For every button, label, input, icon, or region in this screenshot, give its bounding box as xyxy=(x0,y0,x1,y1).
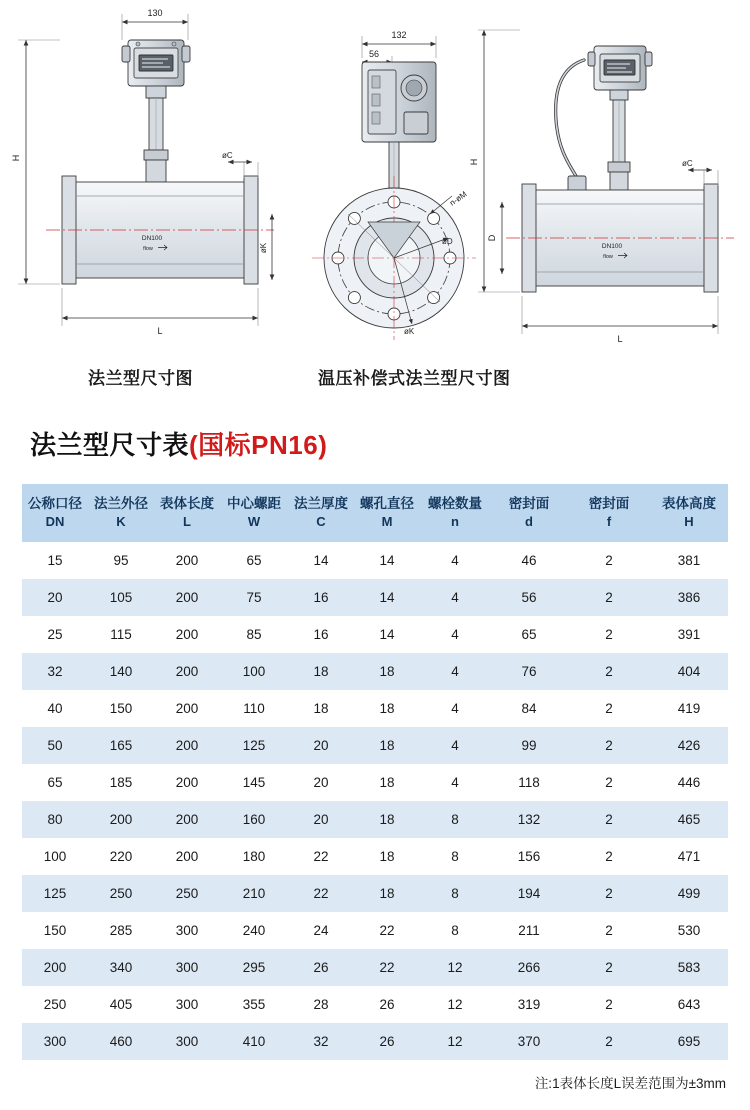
svg-text:øC: øC xyxy=(222,151,233,160)
table-cell-d: 56 xyxy=(490,579,568,616)
table-cell-c: 20 xyxy=(288,764,354,801)
svg-text:L: L xyxy=(157,326,163,336)
table-cell-m: 22 xyxy=(354,912,420,949)
col-header-n-name: 螺栓数量 xyxy=(428,496,482,512)
page-title-main: 法兰型尺寸表 xyxy=(30,430,190,460)
table-cell-l: 300 xyxy=(154,949,220,986)
table-cell-w: 65 xyxy=(220,542,288,579)
table-body xyxy=(22,542,728,1060)
table-cell-f: 2 xyxy=(568,542,650,579)
table-row xyxy=(22,727,728,764)
table-cell-c: 26 xyxy=(288,949,354,986)
table-cell-m: 18 xyxy=(354,727,420,764)
table-cell-k: 150 xyxy=(88,690,154,727)
table-cell-h: 583 xyxy=(650,949,728,986)
col-header-l xyxy=(154,484,220,542)
caption-temp-pressure-compensated-drawing: 温压补偿式法兰型尺寸图 xyxy=(318,369,511,388)
table-cell-w: 240 xyxy=(220,912,288,949)
table-cell-m: 18 xyxy=(354,690,420,727)
table-cell-f: 2 xyxy=(568,912,650,949)
svg-text:132: 132 xyxy=(391,30,407,40)
table-cell-h: 465 xyxy=(650,801,728,838)
table-cell-d: 46 xyxy=(490,542,568,579)
table-cell-f: 2 xyxy=(568,949,650,986)
table-cell-d: 99 xyxy=(490,727,568,764)
table-cell-w: 180 xyxy=(220,838,288,875)
table-cell-d: 84 xyxy=(490,690,568,727)
table-cell-c: 22 xyxy=(288,838,354,875)
table-row xyxy=(22,616,728,653)
table-cell-l: 200 xyxy=(154,764,220,801)
table-cell-m: 18 xyxy=(354,838,420,875)
table-cell-l: 200 xyxy=(154,653,220,690)
svg-text:øD: øD xyxy=(442,237,453,246)
table-cell-c: 28 xyxy=(288,986,354,1023)
table-cell-n: 12 xyxy=(420,949,490,986)
table-cell-f: 2 xyxy=(568,579,650,616)
table-cell-d: 266 xyxy=(490,949,568,986)
table-cell-d: 118 xyxy=(490,764,568,801)
col-header-c-symbol: C xyxy=(316,514,326,530)
col-header-dn-symbol: DN xyxy=(45,514,65,530)
table-cell-f: 2 xyxy=(568,875,650,912)
col-header-c xyxy=(288,484,354,542)
svg-text:H: H xyxy=(11,154,21,162)
col-header-n xyxy=(420,484,490,542)
col-header-f-symbol: f xyxy=(606,514,612,530)
table-cell-f: 2 xyxy=(568,1023,650,1060)
table-cell-w: 100 xyxy=(220,653,288,690)
table-cell-k: 250 xyxy=(88,875,154,912)
table-cell-k: 200 xyxy=(88,801,154,838)
table-cell-h: 643 xyxy=(650,986,728,1023)
table-cell-d: 76 xyxy=(490,653,568,690)
right-drawing xyxy=(469,30,734,344)
left-drawing xyxy=(11,8,274,336)
table-cell-k: 165 xyxy=(88,727,154,764)
table-cell-h: 419 xyxy=(650,690,728,727)
page-title xyxy=(30,425,327,462)
svg-text:n-øM: n-øM xyxy=(447,189,469,208)
dimension-drawings-area xyxy=(0,0,750,400)
table-cell-f: 2 xyxy=(568,653,650,690)
table-row xyxy=(22,949,728,986)
spec-table-container xyxy=(22,484,728,1060)
col-header-f xyxy=(568,484,650,542)
table-cell-d: 370 xyxy=(490,1023,568,1060)
table-cell-d: 156 xyxy=(490,838,568,875)
table-cell-n: 12 xyxy=(420,986,490,1023)
table-cell-n: 4 xyxy=(420,653,490,690)
table-cell-dn: 32 xyxy=(22,653,88,690)
table-cell-dn: 250 xyxy=(22,986,88,1023)
table-cell-d: 319 xyxy=(490,986,568,1023)
table-cell-dn: 300 xyxy=(22,1023,88,1060)
table-cell-f: 2 xyxy=(568,986,650,1023)
table-cell-h: 530 xyxy=(650,912,728,949)
svg-text:L: L xyxy=(617,334,623,344)
table-cell-h: 695 xyxy=(650,1023,728,1060)
table-cell-h: 471 xyxy=(650,838,728,875)
col-header-h xyxy=(650,484,728,542)
table-cell-m: 26 xyxy=(354,1023,420,1060)
col-header-w-symbol: W xyxy=(247,514,261,530)
table-cell-c: 14 xyxy=(288,542,354,579)
col-header-l-name: 表体长度 xyxy=(160,496,214,512)
col-header-k-name: 法兰外径 xyxy=(94,496,148,512)
col-header-w-name: 中心螺距 xyxy=(227,496,281,512)
col-header-h-symbol: H xyxy=(684,514,694,530)
table-cell-k: 115 xyxy=(88,616,154,653)
table-cell-c: 18 xyxy=(288,653,354,690)
table-cell-l: 200 xyxy=(154,579,220,616)
table-cell-dn: 40 xyxy=(22,690,88,727)
table-row xyxy=(22,986,728,1023)
table-row xyxy=(22,542,728,579)
col-header-d-name: 密封面 xyxy=(508,496,550,512)
table-cell-n: 4 xyxy=(420,616,490,653)
table-cell-dn: 125 xyxy=(22,875,88,912)
table-cell-l: 300 xyxy=(154,912,220,949)
table-cell-l: 250 xyxy=(154,875,220,912)
table-cell-k: 105 xyxy=(88,579,154,616)
table-cell-m: 18 xyxy=(354,875,420,912)
table-cell-k: 405 xyxy=(88,986,154,1023)
table-row xyxy=(22,579,728,616)
svg-text:DN100: DN100 xyxy=(601,243,623,250)
table-cell-n: 4 xyxy=(420,727,490,764)
table-cell-k: 340 xyxy=(88,949,154,986)
table-cell-w: 410 xyxy=(220,1023,288,1060)
middle-drawing xyxy=(312,30,476,340)
table-cell-w: 110 xyxy=(220,690,288,727)
table-cell-n: 12 xyxy=(420,1023,490,1060)
col-header-f-name: 密封面 xyxy=(588,496,630,512)
table-cell-k: 140 xyxy=(88,653,154,690)
flange-dimension-table xyxy=(22,484,728,1060)
table-cell-l: 300 xyxy=(154,986,220,1023)
table-cell-l: 200 xyxy=(154,727,220,764)
caption-flange-dimension-drawing: 法兰型尺寸图 xyxy=(88,369,193,388)
table-cell-h: 446 xyxy=(650,764,728,801)
table-cell-d: 132 xyxy=(490,801,568,838)
table-cell-n: 4 xyxy=(420,690,490,727)
table-cell-k: 285 xyxy=(88,912,154,949)
col-header-c-name: 法兰厚度 xyxy=(294,496,348,512)
table-cell-h: 386 xyxy=(650,579,728,616)
svg-text:DN100: DN100 xyxy=(141,235,163,242)
svg-text:H: H xyxy=(469,158,479,166)
table-cell-n: 4 xyxy=(420,764,490,801)
table-cell-f: 2 xyxy=(568,764,650,801)
table-cell-dn: 25 xyxy=(22,616,88,653)
table-cell-n: 8 xyxy=(420,875,490,912)
col-header-h-name: 表体高度 xyxy=(662,496,716,512)
col-header-dn xyxy=(22,484,88,542)
table-cell-dn: 20 xyxy=(22,579,88,616)
table-cell-k: 460 xyxy=(88,1023,154,1060)
table-cell-m: 18 xyxy=(354,764,420,801)
table-cell-c: 20 xyxy=(288,801,354,838)
table-row xyxy=(22,690,728,727)
table-cell-k: 95 xyxy=(88,542,154,579)
table-cell-f: 2 xyxy=(568,616,650,653)
table-cell-c: 16 xyxy=(288,616,354,653)
table-cell-l: 200 xyxy=(154,838,220,875)
table-cell-h: 426 xyxy=(650,727,728,764)
table-cell-d: 211 xyxy=(490,912,568,949)
table-row xyxy=(22,764,728,801)
table-cell-w: 355 xyxy=(220,986,288,1023)
table-cell-f: 2 xyxy=(568,690,650,727)
table-row xyxy=(22,838,728,875)
table-cell-n: 4 xyxy=(420,542,490,579)
table-cell-n: 4 xyxy=(420,579,490,616)
table-cell-h: 391 xyxy=(650,616,728,653)
table-cell-m: 22 xyxy=(354,949,420,986)
table-cell-m: 18 xyxy=(354,801,420,838)
table-cell-w: 160 xyxy=(220,801,288,838)
table-cell-h: 499 xyxy=(650,875,728,912)
table-cell-c: 20 xyxy=(288,727,354,764)
svg-text:130: 130 xyxy=(147,8,163,18)
table-row xyxy=(22,875,728,912)
col-header-k xyxy=(88,484,154,542)
table-cell-d: 65 xyxy=(490,616,568,653)
table-cell-w: 210 xyxy=(220,875,288,912)
table-cell-w: 295 xyxy=(220,949,288,986)
col-header-m-symbol: M xyxy=(381,514,393,530)
table-cell-l: 200 xyxy=(154,801,220,838)
svg-text:øC: øC xyxy=(682,159,693,168)
svg-text:D: D xyxy=(487,234,497,242)
table-cell-w: 75 xyxy=(220,579,288,616)
table-cell-f: 2 xyxy=(568,838,650,875)
drawings-svg xyxy=(0,0,750,400)
table-cell-c: 16 xyxy=(288,579,354,616)
table-cell-h: 381 xyxy=(650,542,728,579)
table-cell-l: 200 xyxy=(154,690,220,727)
col-header-d-symbol: d xyxy=(525,514,533,530)
table-cell-m: 18 xyxy=(354,653,420,690)
col-header-m-name: 螺孔直径 xyxy=(360,496,414,512)
table-cell-l: 200 xyxy=(154,616,220,653)
table-cell-c: 22 xyxy=(288,875,354,912)
table-cell-h: 404 xyxy=(650,653,728,690)
svg-text:flow: flow xyxy=(603,254,613,260)
table-cell-m: 14 xyxy=(354,616,420,653)
table-cell-dn: 15 xyxy=(22,542,88,579)
table-cell-k: 220 xyxy=(88,838,154,875)
table-cell-c: 32 xyxy=(288,1023,354,1060)
table-row xyxy=(22,1023,728,1060)
col-header-w xyxy=(220,484,288,542)
svg-text:56: 56 xyxy=(368,49,380,59)
table-cell-k: 185 xyxy=(88,764,154,801)
table-cell-n: 8 xyxy=(420,838,490,875)
table-header-row xyxy=(22,484,728,542)
table-cell-n: 8 xyxy=(420,912,490,949)
table-cell-dn: 150 xyxy=(22,912,88,949)
col-header-m xyxy=(354,484,420,542)
col-header-d xyxy=(490,484,568,542)
table-cell-w: 145 xyxy=(220,764,288,801)
table-cell-dn: 200 xyxy=(22,949,88,986)
table-cell-n: 8 xyxy=(420,801,490,838)
table-cell-c: 24 xyxy=(288,912,354,949)
table-cell-dn: 80 xyxy=(22,801,88,838)
col-header-dn-name: 公称口径 xyxy=(28,496,82,512)
table-cell-dn: 50 xyxy=(22,727,88,764)
table-cell-d: 194 xyxy=(490,875,568,912)
table-row xyxy=(22,801,728,838)
table-cell-l: 300 xyxy=(154,1023,220,1060)
drawing-captions xyxy=(0,364,750,396)
svg-text:øK: øK xyxy=(259,242,268,254)
table-cell-l: 200 xyxy=(154,542,220,579)
table-cell-m: 14 xyxy=(354,542,420,579)
col-header-k-symbol: K xyxy=(116,514,126,530)
page-title-standard: (国标PN16) xyxy=(189,430,328,460)
table-cell-m: 14 xyxy=(354,579,420,616)
table-cell-dn: 65 xyxy=(22,764,88,801)
table-cell-w: 125 xyxy=(220,727,288,764)
col-header-l-symbol: L xyxy=(183,514,191,530)
table-row xyxy=(22,912,728,949)
table-cell-w: 85 xyxy=(220,616,288,653)
svg-text:øK: øK xyxy=(404,327,415,336)
table-cell-dn: 100 xyxy=(22,838,88,875)
table-footnote: 注:1表体长度L误差范围为±3mm xyxy=(534,1076,726,1091)
table-cell-f: 2 xyxy=(568,727,650,764)
table-row xyxy=(22,653,728,690)
col-header-n-symbol: n xyxy=(451,514,459,530)
svg-text:flow: flow xyxy=(143,246,153,252)
table-cell-m: 26 xyxy=(354,986,420,1023)
table-cell-c: 18 xyxy=(288,690,354,727)
table-cell-f: 2 xyxy=(568,801,650,838)
